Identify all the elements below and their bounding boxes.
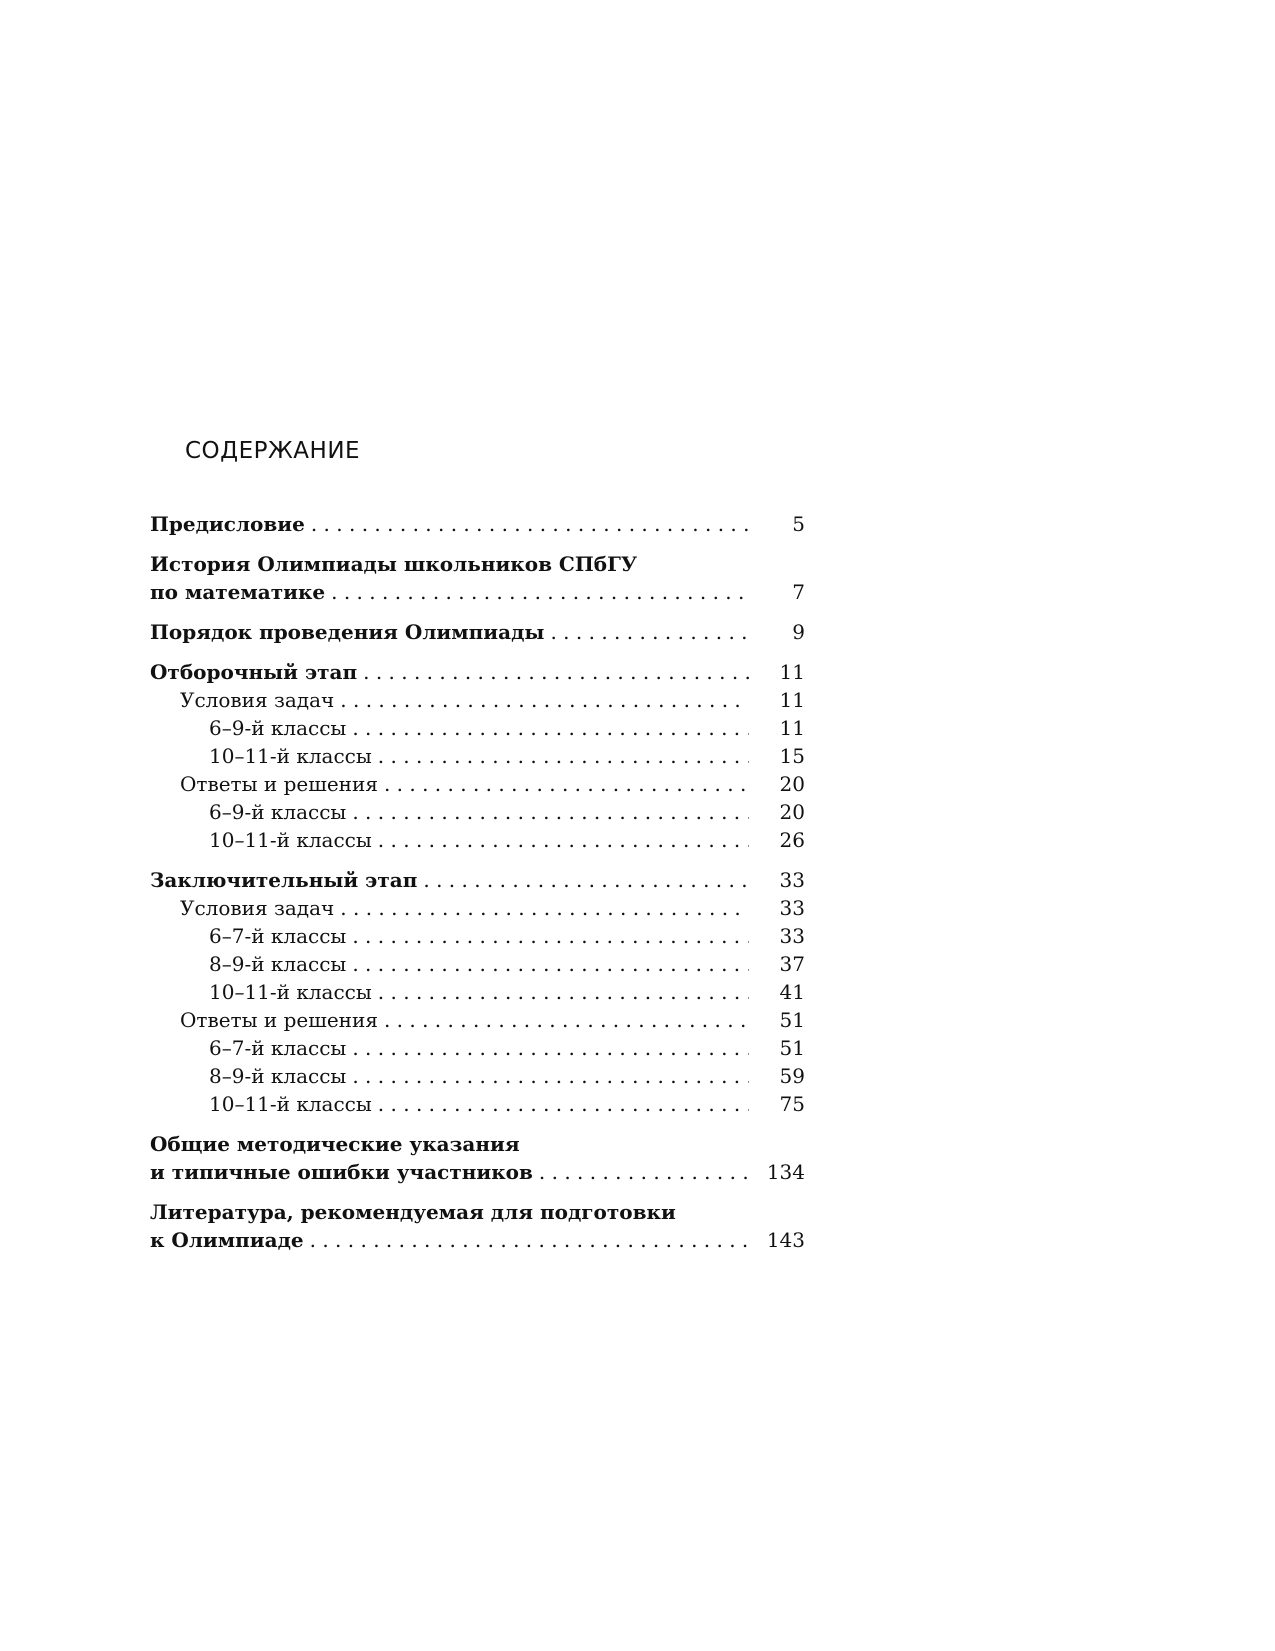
toc-entry-label: Ответы и решения <box>180 1008 378 1032</box>
leader-dots <box>352 922 749 950</box>
toc-page-number: 7 <box>792 580 805 604</box>
toc-entry-label-line1: Литература, рекомендуемая для подготовки <box>150 1200 676 1224</box>
toc-entry-procedure[interactable] <box>150 618 805 646</box>
toc-page-number: 143 <box>766 1228 805 1252</box>
toc-entry-label: Заключительный этап <box>150 868 418 892</box>
leader-dots <box>378 1090 749 1118</box>
toc-page-number: 33 <box>779 896 805 920</box>
toc-entry-grades[interactable] <box>150 978 805 1006</box>
toc-page-number: 5 <box>792 512 805 536</box>
toc-entry-label: 8–9-й классы <box>209 952 347 976</box>
leader-dots <box>378 742 749 770</box>
toc-page-number: 11 <box>779 688 805 712</box>
leader-dots <box>384 1006 749 1034</box>
leader-dots <box>384 770 749 798</box>
toc-entry-grades[interactable] <box>150 742 805 770</box>
toc-entry-history[interactable] <box>150 550 805 606</box>
toc-entry-grades[interactable] <box>150 1034 805 1062</box>
toc-entry-problems[interactable] <box>150 894 805 922</box>
toc-entry-label: 6–7-й классы <box>209 924 347 948</box>
toc-entry-label: Отборочный этап <box>150 660 358 684</box>
toc-entry-label-line1: Общие методические указания <box>150 1132 520 1156</box>
toc-entry-grades[interactable] <box>150 826 805 854</box>
leader-dots <box>310 1226 749 1254</box>
leader-dots <box>340 686 749 714</box>
toc-page-number: 51 <box>779 1008 805 1032</box>
toc-page-number: 9 <box>792 620 805 644</box>
toc-page-number: 59 <box>779 1064 805 1088</box>
page-title: СОДЕРЖАНИЕ <box>185 438 361 464</box>
toc-page-number: 15 <box>779 744 805 768</box>
toc-entry-label: Условия задач <box>180 688 335 712</box>
toc-entry-preface[interactable] <box>150 510 805 538</box>
leader-dots <box>550 618 749 646</box>
toc-entry-grades[interactable] <box>150 714 805 742</box>
toc-page-number: 75 <box>779 1092 805 1116</box>
toc-entry-label: 10–11-й классы <box>209 1092 372 1116</box>
toc-entry-grades[interactable] <box>150 950 805 978</box>
toc-entry-label: 10–11-й классы <box>209 980 372 1004</box>
leader-dots <box>352 950 749 978</box>
toc-entry-label: 6–9-й классы <box>209 800 347 824</box>
toc-page-number: 41 <box>779 980 805 1004</box>
toc-page-number: 33 <box>779 924 805 948</box>
toc-entry-grades[interactable] <box>150 798 805 826</box>
leader-dots <box>352 1034 749 1062</box>
toc-entry-label: 6–7-й классы <box>209 1036 347 1060</box>
toc-entry-label: Предисловие <box>150 512 305 536</box>
toc-page-number: 51 <box>779 1036 805 1060</box>
toc-entry-literature[interactable] <box>150 1198 805 1254</box>
toc-entry-label: по математике <box>150 580 326 604</box>
toc-entry-answers[interactable] <box>150 1006 805 1034</box>
toc-entry-qualifying-stage[interactable] <box>150 658 805 686</box>
toc-entry-label: и типичные ошибки участников <box>150 1160 533 1184</box>
toc-entry-label: 8–9-й классы <box>209 1064 347 1088</box>
leader-dots <box>352 1062 749 1090</box>
toc-page-number: 20 <box>779 800 805 824</box>
toc-page-number: 26 <box>779 828 805 852</box>
toc-page-number: 134 <box>766 1160 805 1184</box>
toc-entry-label: 6–9-й классы <box>209 716 347 740</box>
toc-page-number: 20 <box>779 772 805 796</box>
toc-entry-label: Порядок проведения Олимпиады <box>150 620 545 644</box>
toc-entry-grades[interactable] <box>150 1062 805 1090</box>
toc-entry-label: к Олимпиаде <box>150 1228 304 1252</box>
leader-dots <box>363 658 749 686</box>
toc-entry-label-line1: История Олимпиады школьников СПбГУ <box>150 552 638 576</box>
toc-entry-label: 10–11-й классы <box>209 828 372 852</box>
toc-entry-answers[interactable] <box>150 770 805 798</box>
toc-entry-final-stage[interactable] <box>150 866 805 894</box>
toc-entry-label: Ответы и решения <box>180 772 378 796</box>
toc-entry-problems[interactable] <box>150 686 805 714</box>
toc-entry-grades[interactable] <box>150 1090 805 1118</box>
leader-dots <box>378 826 749 854</box>
toc-page-number: 11 <box>779 716 805 740</box>
toc-entry-label: Условия задач <box>180 896 335 920</box>
toc-page-number: 37 <box>779 952 805 976</box>
toc-entry-label: 10–11-й классы <box>209 744 372 768</box>
toc-entry-grades[interactable] <box>150 922 805 950</box>
leader-dots <box>352 798 749 826</box>
leader-dots <box>423 866 749 894</box>
toc-page-number: 33 <box>779 868 805 892</box>
leader-dots <box>352 714 749 742</box>
table-of-contents <box>150 510 805 1254</box>
toc-entry-guidelines[interactable] <box>150 1130 805 1186</box>
leader-dots <box>539 1158 749 1186</box>
leader-dots <box>331 578 749 606</box>
toc-page-number: 11 <box>779 660 805 684</box>
leader-dots <box>311 510 749 538</box>
leader-dots <box>340 894 749 922</box>
leader-dots <box>378 978 749 1006</box>
